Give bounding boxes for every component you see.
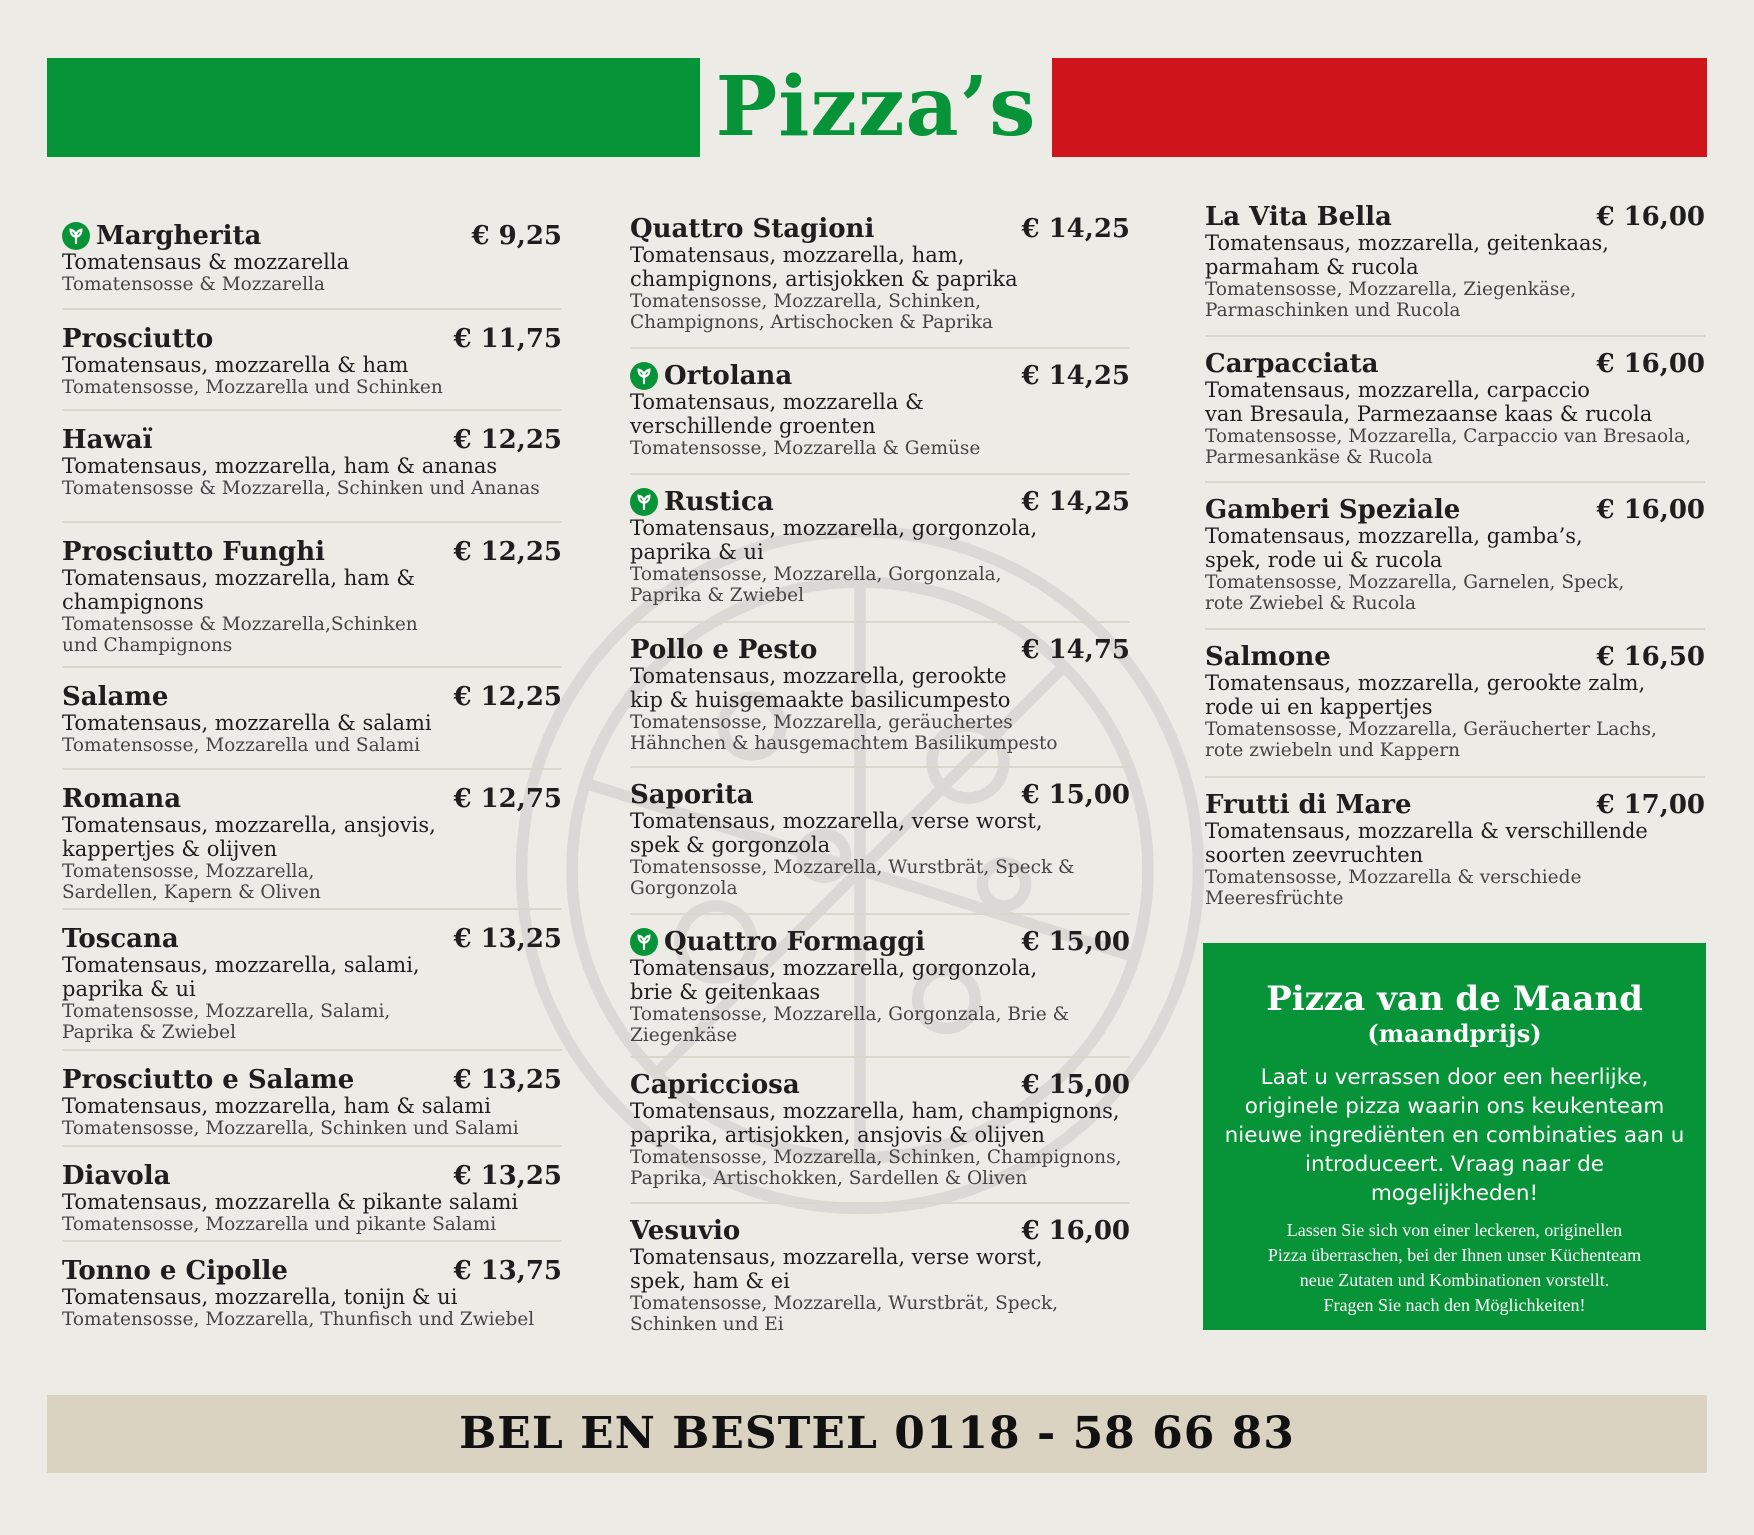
pizza-name — [630, 362, 792, 390]
description-nl: Tomatensaus, mozzarella, ham, champignons, — [630, 1099, 1120, 1123]
menu-item-header — [62, 1257, 562, 1285]
description-nl: paprika & ui — [62, 977, 196, 1001]
item-divider — [62, 666, 562, 668]
description-nl: Tomatensaus, mozzarella, gamba’s, — [1205, 524, 1583, 548]
description-de: Parmaschinken und Rucola — [1205, 300, 1461, 321]
leaf-icon — [630, 488, 658, 516]
menu-item-header — [630, 215, 1130, 243]
description-de: Paprika & Zwiebel — [630, 585, 804, 606]
description-nl: Tomatensaus & mozzarella — [62, 250, 350, 274]
menu-item-header — [62, 325, 562, 353]
pizza-of-the-month-box — [1203, 943, 1706, 1330]
promo-de-line: Fragen Sie nach den Möglichkeiten! — [1323, 1295, 1586, 1315]
item-divider — [630, 766, 1130, 768]
pizza-price: € 14,25 — [1021, 214, 1130, 244]
description-de: Tomatensosse, Mozzarella und pikante Salami — [62, 1214, 497, 1235]
pizza-name-text: Ortolana — [664, 361, 793, 391]
item-divider — [62, 1049, 562, 1051]
pizza-name — [62, 222, 261, 250]
menu-item — [62, 1162, 562, 1235]
description-nl: Tomatensaus, mozzarella & — [630, 390, 924, 414]
pizza-name — [1205, 350, 1379, 378]
pizza-name — [630, 928, 925, 956]
leaf-icon — [630, 928, 658, 956]
menu-item — [630, 928, 1130, 1046]
item-divider — [62, 308, 562, 310]
description-de: Tomatensosse, Mozzarella und Schinken — [62, 377, 443, 398]
leaf-icon — [630, 362, 658, 390]
menu-item — [630, 215, 1130, 333]
order-phone-banner[interactable]: BEL EN BESTEL 0118 - 58 66 83 — [47, 1395, 1707, 1473]
pizza-name — [630, 781, 754, 809]
pizza-name — [630, 1071, 800, 1099]
promo-title: Pizza van de Maand — [1266, 979, 1643, 1019]
item-divider — [630, 473, 1130, 475]
menu-item — [1205, 496, 1705, 614]
menu-item — [630, 1217, 1130, 1335]
description-nl: van Bresaula, Parmezaanse kaas & rucola — [1205, 402, 1653, 426]
pizza-name — [62, 1257, 288, 1285]
description-nl: Tomatensaus, mozzarella & pikante salami — [62, 1190, 519, 1214]
menu-item — [62, 426, 562, 499]
menu-item-header — [630, 488, 1130, 516]
description-nl: spek, rode ui & rucola — [1205, 548, 1443, 572]
menu-item-header — [1205, 496, 1705, 524]
pizza-name-text: Margherita — [96, 221, 262, 251]
pizza-price: € 15,00 — [1021, 780, 1130, 810]
description-nl: Tomatensaus, mozzarella, gerookte zalm, — [1205, 671, 1646, 695]
pizza-name-text: Gamberi Speziale — [1205, 495, 1461, 525]
pizza-price: € 13,25 — [453, 924, 562, 954]
pizza-name-text: Prosciutto e Salame — [62, 1065, 355, 1095]
description-de: Tomatensosse, Mozzarella, geräuchertes — [630, 712, 1013, 733]
pizza-name — [1205, 496, 1460, 524]
description-nl: kappertjes & olijven — [62, 837, 278, 861]
description-de: Tomatensosse, Mozzarella, Geräucherter Lachs, — [1205, 719, 1657, 740]
pizza-name — [62, 325, 213, 353]
item-divider — [1205, 335, 1705, 337]
pizza-name-text: La Vita Bella — [1205, 202, 1392, 232]
item-divider — [630, 1202, 1130, 1204]
pizza-name-text: Quattro Formaggi — [664, 927, 926, 957]
description-de: Tomatensosse, Mozzarella & verschiede Meeresfrüchte — [1205, 867, 1582, 909]
menu-item-header — [62, 426, 562, 454]
menu-item — [1205, 643, 1705, 761]
promo-nl-line: originele pizza waarin ons keukenteam — [1244, 1094, 1665, 1119]
pizza-price: € 12,25 — [453, 537, 562, 567]
menu-item — [62, 1257, 562, 1330]
pizza-name — [1205, 791, 1412, 819]
description-nl: Tomatensaus, mozzarella, gerookte — [630, 664, 1007, 688]
pizza-price: € 9,25 — [471, 221, 562, 251]
promo-de-line: Lassen Sie sich von einer leckeren, originellen — [1286, 1220, 1623, 1240]
menu-item-header — [630, 636, 1130, 664]
description-de: Sardellen, Kapern & Oliven — [62, 882, 321, 903]
pizza-name-text: Frutti di Mare — [1205, 790, 1412, 820]
description-nl: Tomatensaus, mozzarella, gorgonzola, — [630, 516, 1038, 540]
menu-item — [630, 781, 1130, 899]
description-nl: paprika, artisjokken, ansjovis & olijven — [630, 1123, 1045, 1147]
menu-item — [630, 1071, 1130, 1189]
promo-text-de — [1219, 1218, 1690, 1318]
menu-item-header — [630, 362, 1130, 390]
item-divider — [62, 1145, 562, 1147]
menu-item — [630, 636, 1130, 754]
description-de: Gorgonzola — [630, 878, 738, 899]
description-nl: soorten zeevruchten — [1205, 843, 1424, 867]
description-nl: Tomatensaus, mozzarella, geitenkaas, — [1205, 231, 1609, 255]
pizza-name — [1205, 643, 1331, 671]
pizza-name — [630, 1217, 740, 1245]
description-nl: Tomatensaus, mozzarella, ham, — [630, 243, 965, 267]
pizza-price: € 13,75 — [453, 1256, 562, 1286]
description-de: Hähnchen & hausgemachtem Basilikumpesto — [630, 733, 1058, 754]
description-nl: Tomatensaus, mozzarella & ham — [62, 353, 409, 377]
menu-item-header — [630, 1071, 1130, 1099]
description-de: Tomatensosse, Mozzarella, Schinken und Salami — [62, 1118, 519, 1139]
menu-item-header — [1205, 791, 1705, 819]
description-nl: Tomatensaus, mozzarella, salami, — [62, 953, 420, 977]
pizza-name-text: Saporita — [630, 780, 754, 810]
description-nl: verschillende groenten — [630, 414, 876, 438]
pizza-name-text: Carpacciata — [1205, 349, 1379, 379]
description-nl: Tomatensaus, mozzarella, carpaccio — [1205, 378, 1590, 402]
description-nl: Tomatensaus, mozzarella, ansjovis, — [62, 813, 436, 837]
description-nl: champignons, artisjokken & paprika — [630, 267, 1018, 291]
menu-item-header — [62, 925, 562, 953]
pizza-name-text: Hawaï — [62, 425, 153, 455]
description-nl: spek & gorgonzola — [630, 833, 831, 857]
pizza-price: € 15,00 — [1021, 927, 1130, 957]
menu-item-header — [62, 1162, 562, 1190]
pizza-name-text: Prosciutto Funghi — [62, 537, 326, 567]
menu-item — [1205, 791, 1705, 909]
description-de: Ziegenkäse — [630, 1025, 738, 1046]
menu-item-header — [1205, 203, 1705, 231]
header-green-bar — [47, 58, 700, 157]
pizza-name-text: Toscana — [62, 924, 179, 954]
description-de: Tomatensosse, Mozzarella, Schinken, Champignons, — [630, 1147, 1122, 1168]
menu-item-header — [630, 781, 1130, 809]
description-nl: Tomatensaus, mozzarella & verschillende — [1205, 819, 1648, 843]
description-de: Tomatensosse, Mozzarella, Carpaccio van Bresaola, — [1205, 426, 1691, 447]
description-nl: parmaham & rucola — [1205, 255, 1419, 279]
pizza-price: € 12,25 — [453, 425, 562, 455]
description-de: rote zwiebeln und Kappern — [1205, 740, 1460, 761]
pizza-price: € 14,25 — [1021, 487, 1130, 517]
pizza-price: € 16,00 — [1596, 202, 1705, 232]
item-divider — [1205, 776, 1705, 778]
pizza-name — [62, 785, 181, 813]
promo-nl-line: Laat u verrassen door een heerlijke, — [1260, 1065, 1649, 1090]
pizza-price: € 16,00 — [1596, 495, 1705, 525]
description-de: Tomatensosse, Mozzarella, Garnelen, Speck, — [1205, 572, 1625, 593]
menu-item-header — [62, 222, 562, 250]
pizza-name-text: Tonno e Cipolle — [62, 1256, 288, 1286]
item-divider — [62, 768, 562, 770]
description-nl: Tomatensaus, mozzarella, verse worst, — [630, 1245, 1043, 1269]
promo-nl-line: introduceert. Vraag naar de mogelijkheden! — [1305, 1152, 1604, 1206]
description-nl: rode ui en kappertjes — [1205, 695, 1433, 719]
menu-item — [62, 785, 562, 903]
description-nl: spek, ham & ei — [630, 1269, 790, 1293]
pizza-name-text: Vesuvio — [630, 1216, 741, 1246]
pizza-name — [62, 683, 168, 711]
description-nl: kip & huisgemaakte basilicumpesto — [630, 688, 1011, 712]
pizza-name — [630, 488, 774, 516]
description-nl: Tomatensaus, mozzarella, gorgonzola, — [630, 956, 1038, 980]
menu-item — [630, 488, 1130, 606]
pizza-price: € 11,75 — [453, 324, 562, 354]
pizza-name-text: Romana — [62, 784, 182, 814]
menu-item — [62, 325, 562, 398]
menu-item — [62, 222, 562, 295]
pizza-name-text: Salame — [62, 682, 169, 712]
leaf-icon — [62, 222, 90, 250]
description-de: Tomatensosse, Mozzarella, Schinken, — [630, 291, 981, 312]
pizza-name-text: Diavola — [62, 1161, 171, 1191]
description-de: Tomatensosse, Mozzarella, Gorgonzala, Brie & — [630, 1004, 1070, 1025]
item-divider — [62, 1240, 562, 1242]
promo-de-line: neue Zutaten und Kombinationen vorstellt. — [1299, 1270, 1610, 1290]
menu-item — [62, 683, 562, 756]
page-title: Pizza’s — [715, 59, 1037, 155]
description-de: Tomatensosse & Mozzarella — [62, 274, 325, 295]
description-de: Tomatensosse & Mozzarella, Schinken und Ananas — [62, 478, 540, 499]
description-nl: paprika & ui — [630, 540, 764, 564]
pizza-name-text: Capricciosa — [630, 1070, 800, 1100]
menu-item-header — [1205, 350, 1705, 378]
menu-item — [62, 925, 562, 1043]
item-divider — [630, 913, 1130, 915]
pizza-name-text: Prosciutto — [62, 324, 214, 354]
promo-subtitle: (maandprijs) — [1367, 1019, 1542, 1048]
item-divider — [62, 409, 562, 411]
description-de: Parmesankäse & Rucola — [1205, 447, 1433, 468]
description-nl: Tomatensaus, mozzarella, tonijn & ui — [62, 1285, 458, 1309]
menu-item — [62, 1066, 562, 1139]
pizza-name — [62, 1162, 170, 1190]
description-nl: champignons — [62, 590, 204, 614]
pizza-price: € 16,00 — [1596, 349, 1705, 379]
menu-item-header — [630, 1217, 1130, 1245]
menu-item-header — [62, 683, 562, 711]
description-de: Paprika & Zwiebel — [62, 1022, 236, 1043]
description-nl: Tomatensaus, mozzarella, verse worst, — [630, 809, 1043, 833]
description-de: Tomatensosse, Mozzarella und Salami — [62, 735, 421, 756]
description-de: Tomatensosse & Mozzarella,Schinken — [62, 614, 418, 635]
description-de: Champignons, Artischocken & Paprika — [630, 312, 994, 333]
description-de: Tomatensosse, Mozzarella, Ziegenkäse, — [1205, 279, 1577, 300]
pizza-price: € 16,50 — [1596, 642, 1705, 672]
pizza-price: € 12,25 — [453, 682, 562, 712]
item-divider — [62, 521, 562, 523]
pizza-name — [630, 215, 874, 243]
pizza-name — [630, 636, 817, 664]
menu-item — [630, 362, 1130, 459]
description-de: Tomatensosse, Mozzarella, Salami, — [62, 1001, 391, 1022]
description-nl: brie & geitenkaas — [630, 980, 821, 1004]
pizza-name-text: Salmone — [1205, 642, 1331, 672]
promo-text-nl — [1219, 1063, 1690, 1208]
promo-de-line: Pizza überraschen, bei der Ihnen unser Küchenteam — [1267, 1245, 1642, 1265]
item-divider — [630, 621, 1130, 623]
pizza-name-text: Pollo e Pesto — [630, 635, 818, 665]
item-divider — [1205, 628, 1705, 630]
menu-item — [62, 538, 562, 656]
menu-item-header — [62, 538, 562, 566]
description-de: Tomatensosse, Mozzarella, Wurstbrät, Speck, — [630, 1293, 1059, 1314]
menu-item — [1205, 203, 1705, 321]
pizza-price: € 13,25 — [453, 1065, 562, 1095]
pizza-name — [62, 1066, 354, 1094]
item-divider — [62, 908, 562, 910]
description-de: Tomatensosse, Mozzarella, Thunfisch und Zwiebel — [62, 1309, 535, 1330]
item-divider — [630, 347, 1130, 349]
menu-item-header — [1205, 643, 1705, 671]
menu-item-header — [62, 1066, 562, 1094]
pizza-price: € 15,00 — [1021, 1070, 1130, 1100]
description-nl: Tomatensaus, mozzarella & salami — [62, 711, 432, 735]
item-divider — [630, 1056, 1130, 1058]
description-de: Tomatensosse, Mozzarella, Wurstbrät, Speck & — [630, 857, 1075, 878]
pizza-price: € 17,00 — [1596, 790, 1705, 820]
header-red-bar — [1052, 58, 1707, 157]
description-nl: Tomatensaus, mozzarella, ham & — [62, 566, 416, 590]
pizza-name — [62, 426, 153, 454]
description-de: Tomatensosse, Mozzarella, Gorgonzala, — [630, 564, 1002, 585]
pizza-price: € 12,75 — [453, 784, 562, 814]
description-de: Tomatensosse, Mozzarella & Gemüse — [630, 438, 981, 459]
menu-item — [1205, 350, 1705, 468]
menu-item-header — [62, 785, 562, 813]
pizza-name — [62, 925, 179, 953]
pizza-name-text: Quattro Stagioni — [630, 214, 875, 244]
pizza-price: € 14,75 — [1021, 635, 1130, 665]
promo-nl-line: nieuwe ingrediënten en combinaties aan u — [1224, 1123, 1685, 1148]
description-nl: Tomatensaus, mozzarella, ham & salami — [62, 1094, 491, 1118]
description-de: Paprika, Artischokken, Sardellen & Oliven — [630, 1168, 1028, 1189]
pizza-name-text: Rustica — [664, 487, 774, 517]
description-de: Schinken und Ei — [630, 1314, 784, 1335]
description-nl: Tomatensaus, mozzarella, ham & ananas — [62, 454, 498, 478]
pizza-name — [62, 538, 325, 566]
pizza-price: € 13,25 — [453, 1161, 562, 1191]
description-de: rote Zwiebel & Rucola — [1205, 593, 1417, 614]
description-de: Tomatensosse, Mozzarella, — [62, 861, 315, 882]
menu-item-header — [630, 928, 1130, 956]
item-divider — [1205, 481, 1705, 483]
pizza-price: € 14,25 — [1021, 361, 1130, 391]
pizza-price: € 16,00 — [1021, 1216, 1130, 1246]
description-de: und Champignons — [62, 635, 233, 656]
pizza-name — [1205, 203, 1392, 231]
